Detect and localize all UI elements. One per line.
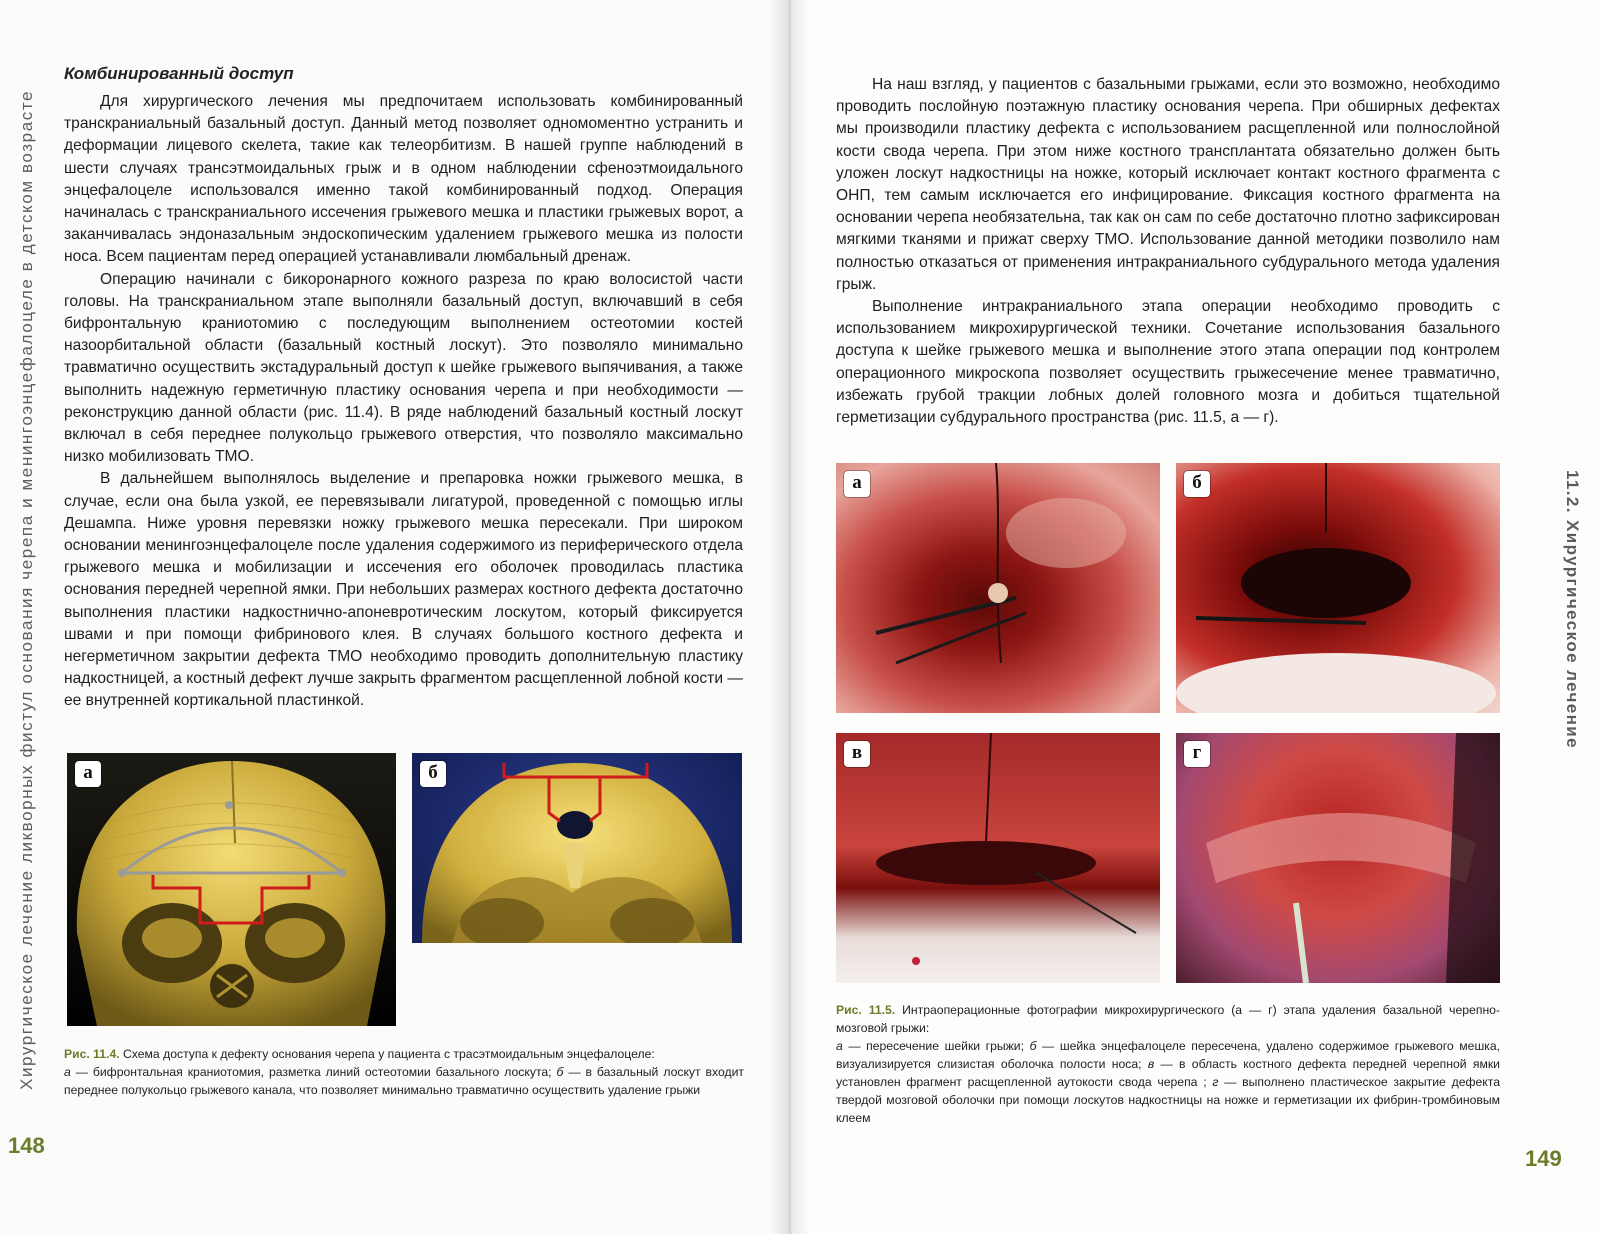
surgical-photo-b <box>1176 463 1500 713</box>
figure-label-d: г <box>1184 741 1210 767</box>
caption-label: Рис. 11.5. <box>836 1003 896 1017</box>
figure-11-5c-photo <box>836 733 1160 983</box>
figure-label-b: б <box>420 761 446 787</box>
surgical-photo-c <box>836 733 1160 983</box>
section-heading: Комбинированный доступ <box>64 64 294 83</box>
figure-label-a: а <box>844 471 870 497</box>
left-running-head: Хирургическое лечение ликворных фистул основания черепа и менингоэнцефалоцеле в детском возрасте <box>17 89 36 1090</box>
figure-11-4a-skull-front <box>67 753 396 1026</box>
paragraph: Операцию начинали с бикоронарного кожного разреза по краю волосистой части головы. На транскраниальном этапе выполняли базальный доступ, включавший в себя бифронтальную краниотомию с последующим выполнением остеотомии костей назоорбитальной области (базальный костный лоскут). Это позволяло минимально травматично осуществить экстадуральный доступ к шейке грыжевого выпячивания, а также выполнить надежную герметичную пластику основания черепа и при необходимости — реконструкцию данной области (рис. 11.4). В ряде наблюдений базальный костный лоскут включал в себя переднее полукольцо грыжевого отверстия, что позволяло максимально низко мобилизовать ТМО. <box>64 270 743 466</box>
figure-11-5d-photo <box>1176 733 1500 983</box>
surgical-photo-d <box>1176 733 1500 983</box>
right-running-head: 11.2. Хирургическое лечение <box>1563 470 1582 749</box>
caption-title: Интраоперационные фотографии микрохирургического (а — г) этапа удаления базальной черепно-мозговой грыжи: <box>836 1003 1501 1035</box>
caption-letter: б <box>556 1065 564 1079</box>
caption-letter: а <box>836 1039 843 1053</box>
paragraph: Для хирургического лечения мы предпочитаем использовать комбинированный транскраниальный базальный доступ. Данный метод позволяет одномоментно устранить и деформации лицевого скелета, такие как телеорбитизм. В нашей группе наблюдений в шести случаях трансэтмоидальных грыж и в одном наблюдении сфеноэтмоидального энцефалоцеле использовался именно такой комбинированный подход. Операция начиналась с транскраниального иссечения грыжевого мешка и пластики грыжевых ворот, а заканчивалась эндоназальным эндоскопическим удалением грыжевого мешка из полости носа. Всем пациентам перед операцией устанавливали люмбальный дренаж. <box>64 93 743 266</box>
paragraph: На наш взгляд, у пациентов с базальными грыжами, если это возможно, необходимо проводить послойную поэтажную пластику основания черепа. При обширных дефектах мы производили пластику дефекта с использованием расщепленной или полнослойной кости свода черепа. При этом ниже костного трансплантата обязательно должен быть уложен лоскут надкостницы на ножке, который исключает контакт костного фрагмента с ОНП, тем самым исключается его инфицирование. Фиксация костного фрагмента на основании черепа необязательна, так как он сам по себе достаточно плотно зафиксирован мягкими тканями и прижат сверху ТМО. Использование данной методики позволило нам полностью отказаться от применения интракраниального субдурального метода удаления грыж. <box>836 76 1500 293</box>
paragraph: В дальнейшем выполнялось выделение и препаровка ножки грыжевого мешка, в случае, если она была узкой, ее перевязывали лигатурой, проведенной с помощью иглы Дешампа. Ниже уровня перевязки ножку грыжевого мешка пересекали. При широком основании менингоэнцефалоцеле после удаления содержимого из периферического отдела грыжевого мешка и мобилизации и иссечения его оболочек проводилась пластика основания передней черепной ямки. При небольших размерах костного дефекта достаточно выполнения пластики надкостнично-апоневротическим лоскутом, который фиксируется швами и при помощи фибринового клея. В случаях большого костного дефекта и негерметичном закрытии дефекта ТМО необходимо проводить дополнительную пластику надкостницей, а костный дефект лучше закрыть фрагментом расщепленной лобной кости — ее внутренней кортикальной пластинкой. <box>64 470 743 710</box>
figure-label-c: в <box>844 741 870 767</box>
figure-11-5b-photo <box>1176 463 1500 713</box>
left-page-number: 148 <box>8 1133 45 1158</box>
figure-11-4-caption <box>64 1045 744 1099</box>
caption-letter: г <box>1212 1075 1219 1089</box>
skull-front-illustration <box>67 753 396 1026</box>
paragraph: Выполнение интракраниального этапа операции необходимо проводить с использованием микрохирургической техники. Сочетание использования базального доступа к шейке грыжевого мешка и выполнение этого этапа операции под контролем операционного микроскопа позволяет осуществить грыжесечение менее травматично, избежать грубой тракции лобных долей головного мозга и добиться тщательной герметизации субдурального пространства (рис. 11.5, а — г). <box>836 298 1500 427</box>
left-body-text <box>64 91 743 713</box>
caption-item: — бифронтальная краниотомия, разметка линий остеотомии базального лоскута; <box>70 1065 557 1079</box>
figure-11-4b-skull-base <box>412 753 742 943</box>
figure-11-5-caption <box>836 1001 1500 1127</box>
caption-item: — в область костного дефекта передней черепной ямки установлен фрагмент расщепленной аутокости свода черепа ; <box>836 1057 1500 1089</box>
book-gutter <box>770 0 810 1234</box>
caption-title: Схема доступа к дефекту основания черепа у пациента с трасэтмоидальным энцефалоцеле: <box>123 1047 655 1061</box>
figure-label-a: а <box>75 761 101 787</box>
caption-letter: б <box>1029 1039 1037 1053</box>
right-body-text <box>836 74 1500 429</box>
figure-11-5a-photo <box>836 463 1160 713</box>
right-page-number: 149 <box>1525 1146 1562 1171</box>
caption-item: — выполнено пластическое закрытие дефекта твердой мозговой оболочки при помощи лоскутов надкостницы на ножке и герметизации их фибрин-тромбиновым клеем <box>836 1075 1500 1125</box>
caption-item: — в базальный лоскут входит переднее полукольцо грыжевого канала, что позволяет минимально травматично осуществить удаление грыжи <box>64 1065 744 1097</box>
caption-item: — пересечение шейки грыжи; <box>842 1039 1030 1053</box>
skull-base-illustration <box>412 753 742 943</box>
caption-item: — шейка энцефалоцеле пересечена, удалено содержимое грыжевого мешка, визуализируется слизистая оболочка полости носа; <box>836 1039 1500 1071</box>
caption-letter: в <box>1147 1057 1155 1071</box>
figure-label-b: б <box>1184 471 1210 497</box>
caption-label: Рис. 11.4. <box>64 1047 120 1061</box>
surgical-photo-a <box>836 463 1160 713</box>
caption-letter: а <box>64 1065 71 1079</box>
